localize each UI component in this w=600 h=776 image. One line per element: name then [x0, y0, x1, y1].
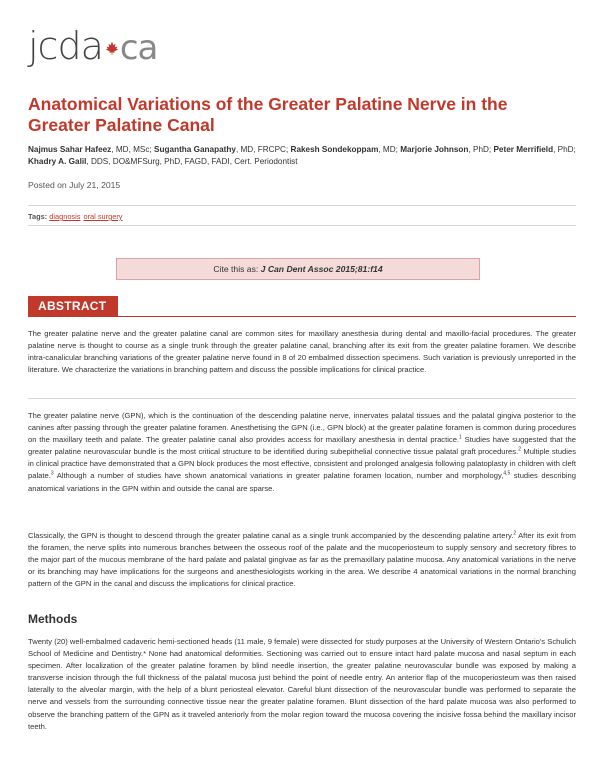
methods-paragraph: Twenty (20) well-embalmed cadaveric hemi-sectioned heads (11 male, 9 female) were dissected for study purposes at the University of Western Ontario's Schulich School of Medicine and Dentistry.* None had anatomical deformities. Sectioning was carried out to ensure intact hard palate mucosa and nasal septum in each specimen. After localization of the greater palatine foramen by blind needle insertion, the greater palatine neurovascular bundle was exposed by making a transverse incision through the full thickness of the palatal mucosa just behind the point of needle entry. An anterior flap of the mucoperiosteum was then raised laterally to the alveolar margin, with the help of a blunt periosteal elevator. Careful blunt dissection of the neurovascular bundle was performed to separate the nerve and vessels from the surrounding connective tissue near the greater palatine foramen. Blunt dissection of the hard palate mucosa was also performed to observe the branching pattern of the GPN as it traveled anteriorly from the molar region toward the mucosa covering the incisive fossa behind the maxillary incisor teeth.: [28, 637, 576, 731]
citation-box: [116, 258, 480, 280]
posted-date: Posted on July 21, 2015: [28, 180, 121, 190]
abstract-header: [28, 296, 576, 317]
logo-jcda-text: jcda: [28, 24, 103, 68]
abstract-heading: ABSTRACT: [28, 296, 118, 316]
logo-ca-text: ca: [119, 28, 158, 68]
author-credentials: , MD, MSc;: [111, 145, 155, 154]
author-credentials: , MD, FRCPC;: [235, 145, 291, 154]
author-list: [28, 144, 576, 168]
text-run: Multiple studies in clinical practice have demonstrated that a GPN block produces the most effective, consistent and prolonged analgesia following palatoplasty in children with cleft palate.: [28, 447, 576, 481]
abstract-text: The greater palatine nerve and the greater palatine canal are common sites for maxillary anesthesia during dental and maxillo-facial procedures. The greater palatine nerve is thought to course as a single trunk through the greater palatine canal, branching after its exit from the greater palatine foramen. We describe intra-canalicular branching variations of the greater palatine nerve found in 8 of 20 embalmed dissection specimens. Such variation is previously unreported in the literature. We characterize the variations in branching pattern and discuss the possible implications for clinical practice.: [28, 329, 576, 375]
author-credentials: , DDS, DO&MFSurg, PhD, FAGD, FADI, Cert. Periodontist: [86, 157, 298, 166]
citation-superscript[interactable]: 4,5: [503, 470, 511, 477]
author-credentials: , MD;: [378, 145, 401, 154]
citation-superscript[interactable]: 2: [518, 446, 521, 453]
author-name: Rakesh Sondekoppam: [290, 145, 379, 154]
text-run: After its exit from the foramen, the nerve splits into numerous branches between the osseous roof of the palate and the mucoperiosteum to supply sensory and secretory fibres to the major part of the mucous membrane of the hard palate and palatal gingivae as far as the premaxillary palatine mucosa. Any anatomical variations in the nerve or its branching may have implications for the surgeons and anesthesiologists working in the area. We describe 4 anatomical variations in the normal branching pattern of the GPN in the canal and discuss the implications for clinical practice.: [28, 531, 576, 589]
intro-paragraph-2: [28, 530, 576, 590]
author-credentials: , PhD;: [468, 145, 494, 154]
tags-label: Tags:: [28, 212, 48, 221]
text-run: Studies have suggested that the greater palatine neurovascular bundle is the most critical structure to be identified during subepithelial connective tissue palatal graft procedures.: [28, 435, 576, 457]
author-name: Sugantha Ganapathy: [154, 145, 236, 154]
author-credentials: , PhD;: [553, 145, 576, 154]
text-run: studies describing anatomical variations in the GPN within and outside the canal are sparse.: [28, 471, 576, 493]
author-name: Khadry A. Galil: [28, 157, 87, 166]
tag-link-diagnosis[interactable]: diagnosis: [49, 212, 81, 221]
divider: [28, 398, 576, 399]
intro-paragraph-1: [28, 410, 576, 495]
text-run: Classically, the GPN is thought to descend through the greater palatine canal as a single trunk accompanied by the descending palatine artery.: [28, 531, 514, 540]
journal-logo[interactable]: [28, 24, 157, 68]
methods-heading: Methods: [28, 612, 78, 626]
text-run: Although a number of studies have shown anatomical variations in greater palatine foramen location, number and morphology,: [53, 471, 504, 481]
citation-superscript[interactable]: 1: [459, 434, 462, 441]
tags-row: [28, 212, 126, 221]
article-title: Anatomical Variations of the Greater Palatine Nerve in the Greater Palatine Canal: [28, 94, 508, 135]
divider: [28, 205, 576, 206]
citation-superscript[interactable]: 2: [513, 530, 517, 537]
citation-prefix: Cite this as:: [213, 264, 261, 274]
author-name: Peter Merrifield: [493, 145, 554, 154]
maple-leaf-icon: [105, 41, 119, 55]
divider: [28, 225, 576, 226]
text-run: The greater palatine nerve (GPN), which is the continuation of the descending palatine nerve, innervates palatal tissues and the palatal gingiva posterior to the canines after passing through the greater palatine foramen. Anesthetising the GPN (i.e., GPN block) at the greater palatine foramen is common during procedures on the maxillary teeth and palate. The greater palatine canal also provides access for maxillary anesthesia in dental practice.: [28, 411, 576, 445]
citation-superscript[interactable]: 3: [50, 470, 54, 477]
tag-link-oral-surgery[interactable]: oral surgery: [83, 212, 123, 221]
citation-reference: J Can Dent Assoc 2015;81:f14: [260, 264, 383, 274]
author-name: Marjorie Johnson: [400, 145, 469, 154]
author-name: Najmus Sahar Hafeez: [28, 145, 112, 154]
